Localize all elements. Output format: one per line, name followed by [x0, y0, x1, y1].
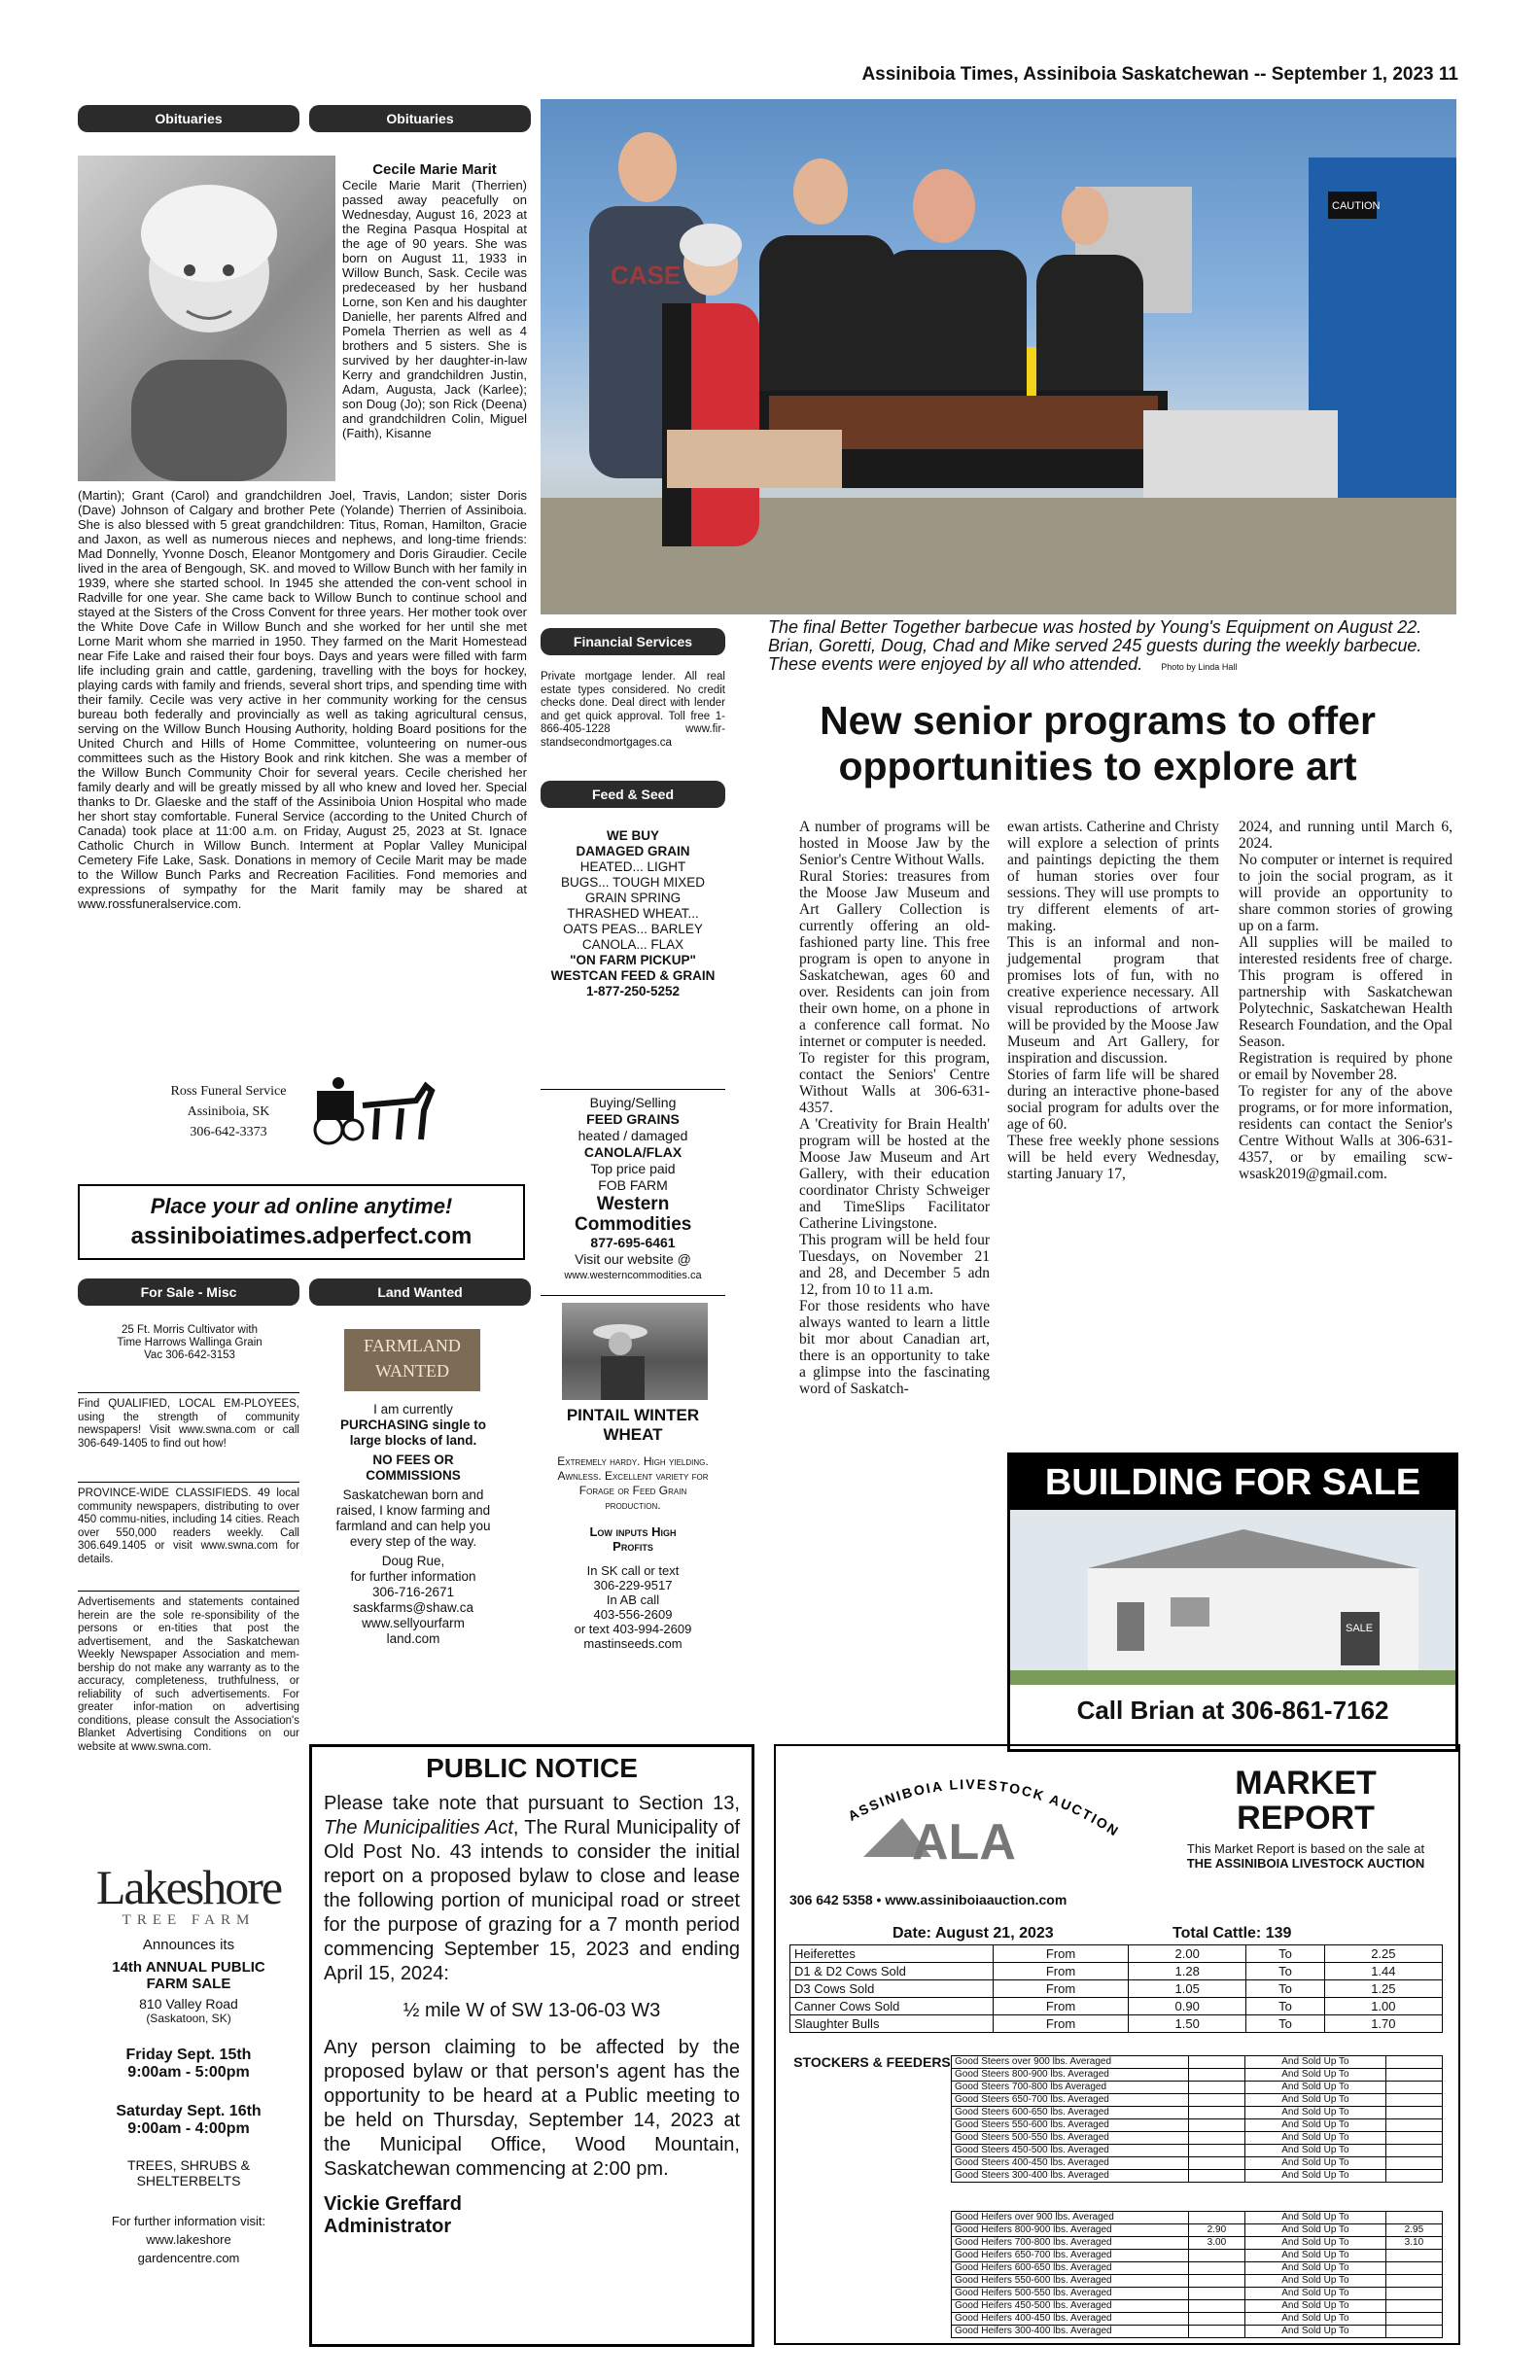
steer-row-up: [1385, 2069, 1442, 2082]
market-row-to: To: [1246, 1963, 1324, 1980]
bbq-photo: [541, 99, 1456, 614]
feedseed-buysell: Buying/Selling: [589, 1095, 677, 1110]
steer-row-up: [1385, 2132, 1442, 2145]
funeral-home-ad: [141, 1081, 316, 1142]
lakeshore-time1: 9:00am - 5:00pm: [127, 2064, 250, 2081]
heifer-row-avg: [1188, 2313, 1244, 2326]
steer-row-label: And Sold Up To: [1245, 2069, 1386, 2082]
forsale-item-classifieds: PROVINCE-WIDE CLASSIFIEDS. 49 local community newspapers, distributing to over 450 commu-nities, including 14 cities. Reach over 550,000 readers weekly. Call 306.649.1405 or visit www.swna.com for details.: [78, 1488, 299, 1565]
heifer-row-avg: [1188, 2300, 1244, 2313]
obituary-text-full: (Martin); Grant (Carol) and grandchildren Joel, Travis, Landon; sister Doris (Dave) Johnson of Calgary and brother Pete (Yolande) Therrien of Assiniboia. She is also blessed with 5 great grandchildren: Titus, Roman, Hamilton, Gracie and Jaxon, as well as numerous nieces and nephews, and long-time friends: Mad Donnelly, Yvonne Dosch, Eleanor Montgomery and Doris Giraudier. Cecile lived in the area of Bengough, SK. and moved to Willow Bunch with her family in 1939, where she started school. In 1945 she attended the con-vent school in Radville for one year. She came back to Willow Bunch to continue school and stayed at the Sisters of the Cross Convent for three years. Her mother took over the White Dove Cafe in Willow Bunch and she worked for her until she met Lorne Marit whom she married in 1950. They farmed on the Marit Homestead near Fife Lake and raised their four boys. Days and years were filled with farm life including grain and cattle, gardening, travelling with the boys for hockey, playing cards with family and friends, several short trips, and spending time with their family. Cecile was very active in her community working for the census bureau both federally and provincially as well as taking agricultural census, serving on the Willow Bunch Housing Authority, holding Board positions for the United Church and Hills of Home Committee, volunteering on numer-ous committees such as the History Book and rink kitchen. She was a member of the Willow Bunch Community Choir for several years. Cecile cherished her family dearly and will be greatly missed by all who knew and loved her. Special thanks to Dr. Glaeske and the staff of the Assiniboia Union Hospital who made her short stay comfortable. Funeral Service (according to the United Church of Canada) took place at 11:00 a.m. on Friday, August 25, 2023 at St. Ignace Catholic Church in Willow Bunch. Interment at Poplar Valley Municipal Cemetery Fife Lake, Sask. Donations in memory of Cecile Marit may be made to the Willow Bunch Parks and Recreation Facilities. Fond memories and expressions of sympathy for the Marit family may be shared at www.rossfuneralservice.com.: [78, 488, 527, 911]
heifer-row-up: [1385, 2212, 1442, 2224]
heifer-row-avg: [1188, 2250, 1244, 2262]
steer-row-up: [1385, 2145, 1442, 2157]
adperfect-banner[interactable]: [78, 1184, 525, 1260]
steer-row: [952, 2082, 1443, 2094]
photo-caption: [768, 618, 1456, 677]
public-notice-act: The Municipalities Act: [324, 1817, 513, 1838]
market-row-name: D3 Cows Sold: [790, 1980, 994, 1998]
steer-row-label: And Sold Up To: [1245, 2170, 1386, 2183]
feedseed-list: HEATED... LIGHT BUGS... TOUGH MIXED GRAIN SPRING THRASHED WHEAT... OATS PEAS... BARLEY CANOLA... FLAX: [560, 859, 706, 952]
market-row-low: 1.05: [1129, 1980, 1246, 1998]
ala-logo: [786, 1750, 1155, 1896]
steer-row: [952, 2056, 1443, 2069]
obituary-portrait: [78, 156, 335, 481]
market-row: [790, 1945, 1443, 1963]
heifer-row-label: And Sold Up To: [1245, 2224, 1386, 2237]
feedseed-phone: 1-877-250-5252: [585, 984, 681, 998]
lakeshore-title: 14th ANNUAL PUBLIC FARM SALE: [112, 1959, 265, 1992]
steer-row-name: Good Steers 500-550 lbs. Averaged: [952, 2132, 1189, 2145]
steer-row-name: Good Steers over 900 lbs. Averaged: [952, 2056, 1189, 2069]
lakeshore-info: For further information visit:: [111, 2214, 266, 2228]
pintail-skphone: 306-229-9517: [593, 1578, 673, 1592]
heifer-row-name: Good Heifers 800-900 lbs. Averaged: [952, 2224, 1189, 2237]
heifer-row-avg: [1188, 2212, 1244, 2224]
public-notice-p1a: Please take note that pursuant to Section 13,: [324, 1793, 740, 1814]
market-table: [789, 1944, 1443, 2033]
horse-carriage-icon: [309, 1071, 436, 1149]
heifer-row: [952, 2326, 1443, 2338]
market-row-low: 0.90: [1129, 1998, 1246, 2015]
feedseed-fob: FOB FARM: [598, 1177, 668, 1193]
market-row-high: 1.44: [1324, 1963, 1442, 1980]
market-row-to: To: [1246, 1945, 1324, 1963]
steer-row: [952, 2170, 1443, 2183]
lakeshore-day2: Saturday Sept. 16th: [116, 2103, 262, 2119]
landwanted-name: Doug Rue,: [381, 1554, 445, 1568]
steer-row-avg: [1188, 2069, 1244, 2082]
heifer-row: [952, 2237, 1443, 2250]
divider: [78, 1482, 299, 1483]
market-row: [790, 1980, 1443, 1998]
landwanted-info: for further information: [350, 1569, 476, 1584]
article-headline: New senior programs to offer opportunities to explore art: [820, 698, 1376, 788]
lakeshore-address: 810 Valley Road: [139, 1996, 238, 2012]
market-row: [790, 1963, 1443, 1980]
portrait-illustration: [78, 156, 335, 481]
heifer-row-label: And Sold Up To: [1245, 2262, 1386, 2275]
feedseed-feedgrains: FEED GRAINS: [586, 1111, 680, 1127]
steer-row-label: And Sold Up To: [1245, 2119, 1386, 2132]
public-notice-p2: Any person claiming to be affected by the proposed bylaw or that person's agent has the opportunity to be heard at a Public meeting to be held on Thursday, September 14, 2023 at the Municipal Office, Wood Mountain, Saskatchewan commencing at 2:00 pm.: [324, 2037, 740, 2180]
steer-row-up: [1385, 2157, 1442, 2170]
market-row-name: D1 & D2 Cows Sold: [790, 1963, 994, 1980]
photo-credit: Photo by Linda Hall: [1161, 662, 1238, 672]
public-notice-p1b: , The Rural Municipality of Old Post No. 43 intends to consider the initial report on a proposed bylaw to close and lease the following portion of municipal road or street for the purpose of grazing for a 7 month period commencing September 15, 2023 and ending April 15, 2024:: [324, 1817, 740, 1984]
farmer-icon: [562, 1303, 708, 1400]
market-date: Date: August 21, 2023: [892, 1925, 1054, 1942]
steer-row-avg: [1188, 2094, 1244, 2107]
steer-row-name: Good Steers 650-700 lbs. Averaged: [952, 2094, 1189, 2107]
heifer-row-label: And Sold Up To: [1245, 2250, 1386, 2262]
market-row-to: To: [1246, 1980, 1324, 1998]
divider: [78, 1392, 299, 1393]
steer-row-up: [1385, 2094, 1442, 2107]
heifer-row-label: And Sold Up To: [1245, 2275, 1386, 2288]
steer-row: [952, 2132, 1443, 2145]
landwanted-line4: Saskatchewan born and raised, I know farming and farmland and can help you every step of the way.: [335, 1488, 491, 1549]
steer-row-up: [1385, 2082, 1442, 2094]
pintail-sk: In SK call or text: [586, 1563, 680, 1578]
building-title: BUILDING FOR SALE: [1010, 1455, 1455, 1510]
steer-row-avg: [1188, 2107, 1244, 2119]
photo-caption-text: The final Better Together barbecue was hosted by Young's Equipment on August 22. Brian, Goretti, Doug, Chad and Mike served 245 guests during the weekly barbecue. These events were enjoyed by all who attended.: [768, 617, 1422, 674]
market-report: [774, 1744, 1460, 2345]
heifer-row-up: [1385, 2250, 1442, 2262]
heifer-row: [952, 2224, 1443, 2237]
divider: [541, 1089, 725, 1090]
landwanted-line1: I am currently: [373, 1402, 453, 1417]
market-row-from: From: [994, 1963, 1129, 1980]
pintail-ad: [541, 1406, 725, 1651]
public-notice-signer: Vickie Greffard: [324, 2193, 462, 2215]
steer-row: [952, 2107, 1443, 2119]
heifer-row-up: [1385, 2275, 1442, 2288]
market-row: [790, 2015, 1443, 2033]
steer-row-label: And Sold Up To: [1245, 2056, 1386, 2069]
pintail-web[interactable]: mastinseeds.com: [583, 1636, 682, 1651]
market-row-low: 1.28: [1129, 1963, 1246, 1980]
steer-row-name: Good Steers 450-500 lbs. Averaged: [952, 2145, 1189, 2157]
landwanted-web2[interactable]: land.com: [386, 1631, 440, 1646]
landwanted-email[interactable]: saskfarms@shaw.ca: [353, 1600, 473, 1615]
farmland-banner-line2: WANTED: [375, 1361, 449, 1381]
market-row-to: To: [1246, 2015, 1324, 2033]
lakeshore-time2: 9:00am - 4:00pm: [127, 2120, 250, 2137]
funeral-home-town: Assiniboia, SK: [187, 1104, 270, 1119]
ala-arc-textpath: ASSINIBOIA LIVESTOCK AUCTION: [845, 1775, 1123, 1840]
market-total: Total Cattle: 139: [1172, 1925, 1292, 1942]
forsale-item-cultivator: 25 Ft. Morris Cultivator with Time Harrows Wallinga Grain Vac 306-642-3153: [117, 1324, 262, 1361]
article-col1: A number of programs will be hosted in Moose Jaw by the Senior's Centre Without Walls. Rural Stories: treasures from the Moose Jaw Museum and Art Gallery Collection is currently offering an old-fashioned party line. This free program is open to anyone in Saskatchewan, ages 60 and over. Residents can join from their own home, on a phone in a conference call format. No internet or computer is needed. To register for this program, contact the Seniors' Centre Without Walls at 306-631-4357. A 'Creativity for Brain Health' program will be hosted at the Moose Jaw Museum and Art Gallery, with their education coordinator Christy Schweiger and TimeSlips Facilitator Catherine Livingstone. This program will be held four Tuesdays, on November 21 and 28, and December 5 adn 12, from 10 to 11 a.m. For those residents who have always wanted to learn a little bit mor about Canadian art, there is an opportunity to take a glimpse into the fascinating word of Saskatch-: [799, 819, 990, 1397]
market-title-line1: MARKET: [1235, 1765, 1377, 1802]
public-notice-p1: [324, 1792, 740, 1986]
public-notice-location: ½ mile W of SW 13-06-03 W3: [402, 2000, 661, 2021]
feedseed-header: Feed & Seed: [541, 781, 725, 808]
steer-row-avg: [1188, 2170, 1244, 2183]
heifer-row-avg: [1188, 2288, 1244, 2300]
market-row-name: Heiferettes: [790, 1945, 994, 1963]
caution-sign-text: CAUTION: [1332, 200, 1381, 212]
obituary-name: Cecile Marie Marit: [372, 161, 497, 178]
heifer-row: [952, 2262, 1443, 2275]
steer-row-avg: [1188, 2145, 1244, 2157]
financial-body: Private mortgage lender. All real estate types considered. No credit checks done. Deal direct with lender and get quick approval. Toll free 1-866-405-1228 www.fir-standsecondmortgages.ca: [541, 671, 725, 749]
lakeshore-logo: Lakeshore: [95, 1860, 282, 1914]
pintail-text: or text 403-994-2609: [574, 1622, 692, 1636]
heifer-row-up: 2.95: [1385, 2224, 1442, 2237]
heifer-row-label: And Sold Up To: [1245, 2237, 1386, 2250]
heifer-row-label: And Sold Up To: [1245, 2288, 1386, 2300]
heifer-row-up: 3.10: [1385, 2237, 1442, 2250]
steer-row: [952, 2157, 1443, 2170]
steer-row-up: [1385, 2170, 1442, 2183]
steer-row-avg: [1188, 2157, 1244, 2170]
obituaries-header-right: Obituaries: [309, 105, 531, 132]
heifer-row-avg: 2.90: [1188, 2224, 1244, 2237]
landwanted-line3: NO FEES OR COMMISSIONS: [366, 1452, 461, 1483]
sale-sign-text: SALE: [1346, 1623, 1374, 1634]
pintail-abphone: 403-556-2609: [593, 1607, 673, 1622]
feedseed-company: Western Commodities: [575, 1194, 692, 1235]
pintail-low: Low inputs High Profits: [589, 1524, 677, 1554]
heifer-row-label: And Sold Up To: [1245, 2326, 1386, 2338]
bbq-photo-illustration: [541, 99, 1456, 614]
building-contact: Call Brian at 306-861-7162: [1076, 1696, 1389, 1725]
lakeshore-ad: [78, 1862, 299, 2265]
landwanted-line2: PURCHASING single to large blocks of land.: [339, 1418, 486, 1448]
steer-row-avg: [1188, 2082, 1244, 2094]
market-row-to: To: [1246, 1998, 1324, 2015]
steer-row: [952, 2094, 1443, 2107]
article-col3: 2024, and running until March 6, 2024. No computer or internet is required to join the social program, as it will provide an opportunity to share common stories of growing up on a farm. All supplies will be mailed to interested residents free of charge. This program is offered in partnership with Saskatchewan Polytechnic, Saskatchewan Health Research Foundation, and the Opal Season. Registration is required by phone or email by November 28. To register for any of the above programs, or for more information, residents can contact the Senior's Centre Without Walls at 306-631-4357, or by emailing scw-wsask2019@gmail.com.: [1239, 819, 1452, 1182]
market-row-name: Slaughter Bulls: [790, 2015, 994, 2033]
building-for-sale-ad: [1007, 1452, 1458, 1752]
forsale-item-disclaimer: Advertisements and statements contained herein are the sole re-sponsibility of the persons or en-tities that post the advertisement, and the Saskatchewan Weekly Newspaper Association and mem-bership do not make any warranty as to the accuracy, completeness, truthfulness, or reliability of such advertisements. For greater infor-mation on advertising conditions, please consult the Association's Blanket Advertising Conditions on our website at www.swna.com.: [78, 1596, 299, 1753]
heifer-row-avg: [1188, 2275, 1244, 2288]
steer-row-name: Good Steers 400-450 lbs. Averaged: [952, 2157, 1189, 2170]
feedseed-buy: WE BUY: [607, 828, 659, 843]
heifer-row: [952, 2313, 1443, 2326]
lakeshore-logo-sub: TREE FARM: [122, 1912, 256, 1928]
heifer-row-label: And Sold Up To: [1245, 2300, 1386, 2313]
feedseed-pickup: "ON FARM PICKUP" WESTCAN FEED & GRAIN: [550, 953, 716, 983]
heifer-row-name: Good Heifers 600-650 lbs. Averaged: [952, 2262, 1189, 2275]
heifer-row-name: Good Heifers 550-600 lbs. Averaged: [952, 2275, 1189, 2288]
steers-table: [951, 2055, 1443, 2183]
market-contact[interactable]: 306 642 5358 • www.assiniboiaauction.com: [789, 1892, 1068, 1908]
market-row-from: From: [994, 2015, 1129, 2033]
divider: [78, 1591, 299, 1592]
heifer-row-avg: [1188, 2262, 1244, 2275]
pintail-title: PINTAIL WINTER WHEAT: [566, 1406, 700, 1444]
lakeshore-items: TREES, SHRUBS & SHELTERBELTS: [126, 2157, 251, 2188]
adperfect-tagline: Place your ad online anytime!: [150, 1194, 453, 1218]
heifer-row-up: [1385, 2326, 1442, 2338]
funeral-home-phone: 306-642-3373: [190, 1125, 267, 1139]
market-row-from: From: [994, 1980, 1129, 1998]
market-sub1: This Market Report is based on the sale at: [1186, 1841, 1425, 1856]
heifer-row-up: [1385, 2313, 1442, 2326]
feedseed-url[interactable]: www.westerncommodities.ca: [564, 1270, 702, 1281]
heifer-row-name: Good Heifers over 900 lbs. Averaged: [952, 2212, 1189, 2224]
market-sub: [1165, 1841, 1447, 1871]
obituaries-header-left: Obituaries: [78, 105, 299, 132]
market-title-line2: REPORT: [1237, 1800, 1375, 1837]
heifer-row-avg: 3.00: [1188, 2237, 1244, 2250]
forsale-header: For Sale - Misc: [78, 1278, 299, 1306]
steer-row-name: Good Steers 550-600 lbs. Averaged: [952, 2119, 1189, 2132]
heifer-row-label: And Sold Up To: [1245, 2212, 1386, 2224]
heifer-row: [952, 2288, 1443, 2300]
farmland-wanted-banner: [344, 1329, 480, 1391]
market-row-high: 1.70: [1324, 2015, 1442, 2033]
steer-row-name: Good Steers 300-400 lbs. Averaged: [952, 2170, 1189, 2183]
heifer-row-up: [1385, 2288, 1442, 2300]
steer-row: [952, 2069, 1443, 2082]
lakeshore-url1[interactable]: www.lakeshore: [146, 2232, 231, 2247]
heifer-row: [952, 2300, 1443, 2313]
steer-row-label: And Sold Up To: [1245, 2082, 1386, 2094]
forsale-item-employees: Find QUALIFIED, LOCAL EM-PLOYEES, using the strength of community newspapers! Visit www.swna.com or call 306-649-1405 to find out how!: [78, 1398, 299, 1450]
feedseed-canola: CANOLA/FLAX: [583, 1144, 682, 1160]
heifer-row: [952, 2212, 1443, 2224]
market-row-from: From: [994, 1945, 1129, 1963]
feedseed-top: Top price paid: [590, 1161, 676, 1176]
heifer-row-name: Good Heifers 450-500 lbs. Averaged: [952, 2300, 1189, 2313]
landwanted-phone: 306-716-2671: [371, 1585, 455, 1599]
heifer-row-name: Good Heifers 650-700 lbs. Averaged: [952, 2250, 1189, 2262]
steer-row: [952, 2119, 1443, 2132]
steer-row-label: And Sold Up To: [1245, 2145, 1386, 2157]
steer-row-label: And Sold Up To: [1245, 2132, 1386, 2145]
lakeshore-announces: Announces its: [142, 1937, 235, 1953]
steer-row-label: And Sold Up To: [1245, 2107, 1386, 2119]
pintail-photo: [562, 1303, 708, 1400]
steer-row-name: Good Steers 700-800 lbs Averaged: [952, 2082, 1189, 2094]
steer-row-avg: [1188, 2119, 1244, 2132]
steer-row-avg: [1188, 2132, 1244, 2145]
public-notice-title: PUBLIC NOTICE: [426, 1753, 638, 1783]
heifer-row: [952, 2275, 1443, 2288]
funeral-home-name: Ross Funeral Service: [170, 1084, 287, 1099]
steer-row-up: [1385, 2119, 1442, 2132]
heifer-row-name: Good Heifers 400-450 lbs. Averaged: [952, 2313, 1189, 2326]
pintail-hardy: Extremely hardy. High yielding. Awnless. Excellent variety for Forage or Feed Grain production.: [557, 1454, 709, 1512]
landwanted-header: Land Wanted: [309, 1278, 531, 1306]
feedseed-heated: heated / damaged: [578, 1128, 688, 1143]
masthead: Assiniboia Times, Assiniboia Saskatchewan -- September 1, 2023 11: [861, 64, 1458, 85]
obituary-text-wrap: Cecile Marie Marit (Therrien) passed away peacefully on Wednesday, August 16, 2023 at the Regina Pasqua Hospital at the age of 90 years. She was born on August 11, 1933 in Willow Bunch, Sask. Cecile was predeceased by her husband Lorne, son Ken and his daughter Danielle, her parents Alfred and Pomela Therrien as well as 4 brothers and 5 sisters. She is survived by her daughter-in-law Kerry and grandchildren Justin, Adam, Augusta, Jack (Karlee); son Doug (Jo); son Rick (Deena) and grandchildren Colin, Miguel (Faith), Kisanne: [342, 178, 527, 440]
lakeshore-city: (Saskatoon, SK): [146, 2012, 231, 2025]
heifer-row-avg: [1188, 2326, 1244, 2338]
steer-row-up: [1385, 2056, 1442, 2069]
feedseed-visit: Visit our website @: [575, 1251, 691, 1267]
market-title: [1165, 1766, 1447, 1836]
feedseed-westcan: [541, 828, 725, 999]
building-photo: [1010, 1510, 1455, 1685]
steer-row: [952, 2145, 1443, 2157]
market-row-high: 2.25: [1324, 1945, 1442, 1963]
ala-logo-text: ALA: [912, 1814, 1016, 1871]
heifer-row-up: [1385, 2300, 1442, 2313]
steer-row-name: Good Steers 600-650 lbs. Averaged: [952, 2107, 1189, 2119]
market-row-high: 1.25: [1324, 1980, 1442, 1998]
steer-row-up: [1385, 2107, 1442, 2119]
market-row-low: 2.00: [1129, 1945, 1246, 1963]
market-row-name: Canner Cows Sold: [790, 1998, 994, 2015]
market-row: [790, 1998, 1443, 2015]
lakeshore-url2[interactable]: gardencentre.com: [137, 2251, 240, 2265]
heifers-table: [951, 2211, 1443, 2338]
steer-row-label: And Sold Up To: [1245, 2094, 1386, 2107]
stockers-label: STOCKERS & FEEDERS: [793, 2054, 951, 2070]
market-row-from: From: [994, 1998, 1129, 2015]
landwanted-body: [331, 1402, 496, 1647]
steer-row-avg: [1188, 2056, 1244, 2069]
public-notice: [309, 1744, 754, 2347]
financial-header: Financial Services: [541, 628, 725, 655]
public-notice-role: Administrator: [324, 2216, 452, 2237]
feedseed-western: [541, 1095, 725, 1284]
pintail-ab: In AB call: [606, 1592, 660, 1607]
market-row-high: 1.00: [1324, 1998, 1442, 2015]
market-row-low: 1.50: [1129, 2015, 1246, 2033]
landwanted-web1[interactable]: www.sellyourfarm: [362, 1616, 465, 1630]
heifer-row-name: Good Heifers 300-400 lbs. Averaged: [952, 2326, 1189, 2338]
heifer-row-up: [1385, 2262, 1442, 2275]
farmland-banner-line1: FARMLAND: [364, 1336, 461, 1355]
feedseed-damaged: DAMAGED GRAIN: [576, 844, 690, 858]
feedseed-phone2: 877-695-6461: [590, 1235, 676, 1250]
divider: [541, 1295, 725, 1296]
heifer-row-label: And Sold Up To: [1245, 2313, 1386, 2326]
heifer-row-name: Good Heifers 500-550 lbs. Averaged: [952, 2288, 1189, 2300]
steer-row-label: And Sold Up To: [1245, 2157, 1386, 2170]
article-col2: ewan artists. Catherine and Christy will explore a selection of prints and paintings depicting the them of human stories over four sessions. They will use prompts to try different elements of art-making. This is an informal and non-judgemental program that promises lots of fun, with no creative experience necessary. All visual reproductions of artwork will be provided by the Moose Jaw Museum and Art Gallery, for inspiration and discussion. Stories of farm life will be shared during an interactive phone-based social program for adults over the age of 60. These free weekly phone sessions will be held every Wednesday, starting January 17,: [1007, 819, 1219, 1182]
heifer-row: [952, 2250, 1443, 2262]
adperfect-url[interactable]: assiniboiatimes.adperfect.com: [130, 1223, 472, 1249]
lakeshore-day1: Friday Sept. 15th: [125, 2047, 252, 2063]
heifer-row-name: Good Heifers 700-800 lbs. Averaged: [952, 2237, 1189, 2250]
steer-row-name: Good Steers 800-900 lbs. Averaged: [952, 2069, 1189, 2082]
market-sub2: THE ASSINIBOIA LIVESTOCK AUCTION: [1186, 1856, 1425, 1871]
shirt-print-text: CASE: [611, 261, 682, 290]
